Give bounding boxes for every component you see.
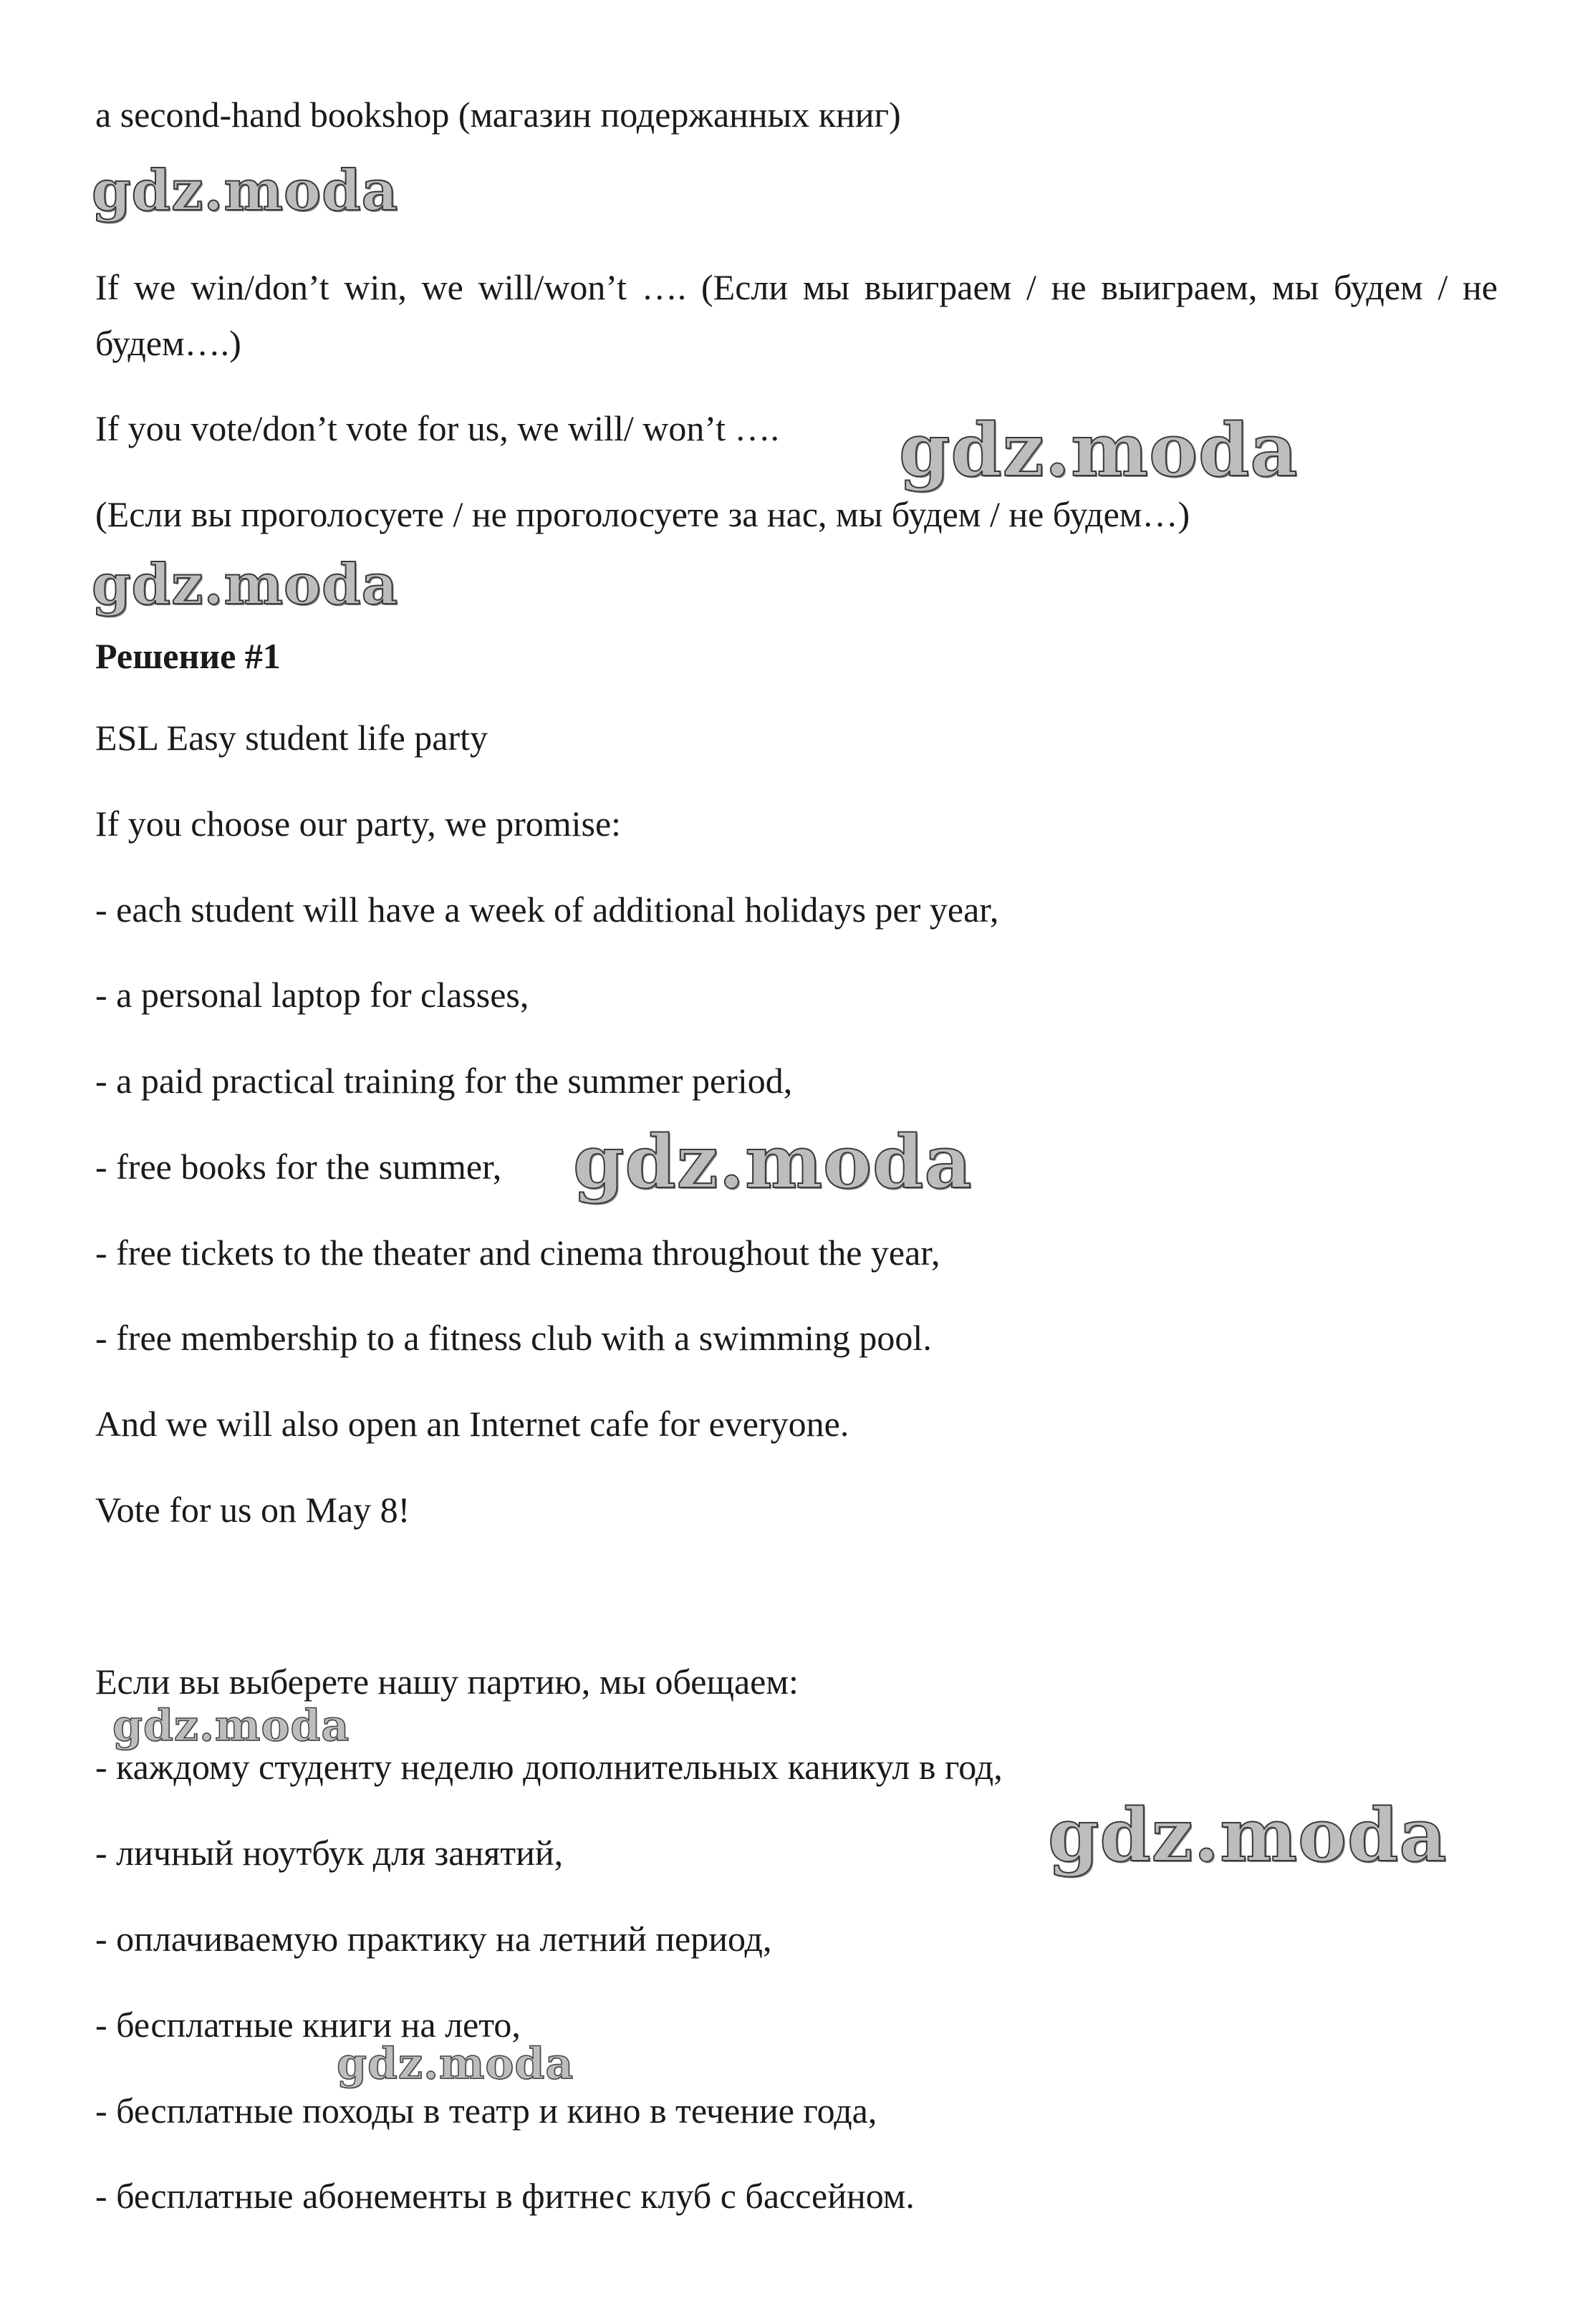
gdz-moda-watermark: gdz.moda: [92, 552, 399, 617]
list-item: - each student will have a week of additional holidays per year,: [95, 889, 999, 930]
list-item: - бесплатные абонементы в фитнес клуб с бассейном.: [95, 2176, 915, 2216]
gdz-moda-watermark: gdz.moda: [337, 2039, 574, 2089]
text-line: If you choose our party, we promise:: [95, 804, 622, 844]
list-item: - free membership to a fitness club with a swimming pool.: [95, 1318, 932, 1358]
text-line: a second-hand bookshop (магазин подержанных книг): [95, 95, 901, 135]
text-line: Если вы выберете нашу партию, мы обещаем:: [95, 1662, 799, 1702]
list-item: - free tickets to the theater and cinema throughout the year,: [95, 1233, 940, 1273]
section-heading: Решение #1: [95, 636, 281, 676]
text-line: ESL Easy student life party: [95, 718, 488, 758]
list-item: - оплачиваемую практику на летний период,: [95, 1919, 772, 1959]
list-item: - бесплатные походы в театр и кино в течение года,: [95, 2091, 877, 2131]
text-line: And we will also open an Internet cafe for everyone.: [95, 1404, 849, 1444]
gdz-moda-watermark: gdz.moda: [573, 1119, 973, 1205]
list-item: - a paid practical training for the summer period,: [95, 1061, 793, 1101]
gdz-moda-watermark: gdz.moda: [1048, 1793, 1448, 1879]
text-line: If you vote/don’t vote for us, we will/ won’t ….: [95, 408, 779, 448]
list-item: - личный ноутбук для занятий,: [95, 1833, 564, 1873]
text-paragraph: If we win/don’t win, we will/won’t …. (Если мы выиграем / не выиграем, мы будем / не будем….): [95, 267, 1498, 363]
text-line: Vote for us on May 8!: [95, 1490, 410, 1530]
gdz-moda-watermark: gdz.moda: [899, 408, 1299, 493]
gdz-moda-watermark: gdz.moda: [92, 158, 399, 223]
list-item: - a personal laptop for classes,: [95, 975, 529, 1015]
gdz-moda-watermark: gdz.moda: [112, 1701, 350, 1751]
list-item: - каждому студенту неделю дополнительных каникул в год,: [95, 1747, 1003, 1787]
list-item: - бесплатные книги на лето,: [95, 2005, 521, 2045]
text-line: (Если вы проголосуете / не проголосуете за нас, мы будем / не будем…): [95, 494, 1190, 534]
list-item: - free books for the summer,: [95, 1147, 502, 1187]
